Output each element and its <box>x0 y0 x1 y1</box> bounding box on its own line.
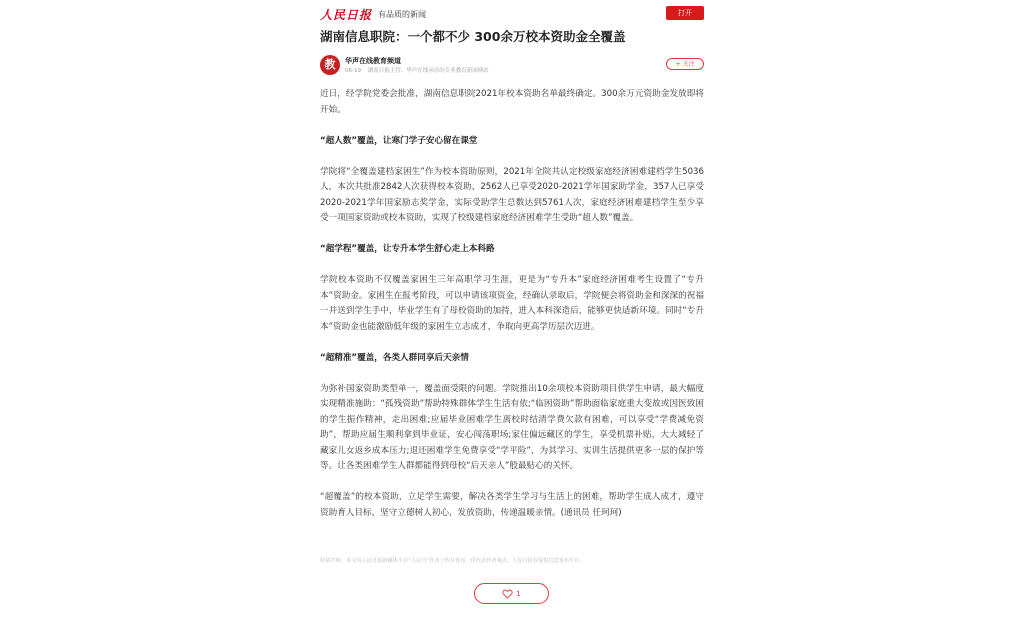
brand[interactable] <box>320 6 426 22</box>
like-button[interactable] <box>474 583 549 604</box>
author-description: 湖南日报主管、华声在线承办的专业教育新闻网站 <box>367 68 489 74</box>
section-heading: “超学程”覆盖，让专升本学生舒心走上本科路 <box>320 244 495 254</box>
author-name[interactable]: 华声在线教育频道 <box>345 57 401 65</box>
author-bar <box>320 55 704 75</box>
heart-icon <box>502 589 513 599</box>
section-heading: “超人数”覆盖，让寒门学子安心留在课堂 <box>320 135 478 146</box>
paragraph: 为弥补国家资助类型单一，覆盖面受限的问题。学院推出10余项校本资助项目供学生申请，最大幅度实现精准施助：“孤残资助”帮助特殊群体学生生活有依;“临困资助”帮助面临家庭重大变故或因医致困的学生振作精神，走出困难;应届毕业困难学生离校时结清学费欠款有困难，可以享受“学费减免资助”，帮助应届生顺利拿到毕业证，安心闯荡职场;家住偏远藏区的学生，享受机票补贴，大大减轻了藏家儿女返乡成本压力;退还困难学生免费享受“学平险”，为其学习、实训生活提供更多一层的保护等等。让各类困难学生人群都能得到母校“后天亲人”般最贴心的关怀。 <box>320 383 704 471</box>
open-app-button[interactable]: 打开 <box>666 6 704 20</box>
article-title: 湖南信息职院：一个都不少 300余万校本资助金全覆盖 <box>320 29 626 44</box>
disclaimer: 特别声明：本文为人民日报新媒体平台“人民号”作者上传并发布，仅代表作者观点。人民日报仅提供信息发布平台。 <box>320 558 585 564</box>
paragraph: “超覆盖”的校本资助，立足学生需要，解决各类学生学习与生活上的困难，帮助学生成人成才，遵守资助育人目标，坚守立德树人初心，发放资助，传递温暖亲情。(通讯员 任珂珂) <box>320 492 704 518</box>
paragraph: 近日，经学院党委会批准，湖南信息职院2021年校本资助名单最终确定。300余万元资助金发放即将开始。 <box>320 89 704 115</box>
publish-date: 06-19 <box>345 68 361 74</box>
author-meta <box>345 66 494 74</box>
follow-button[interactable]: + 关注 <box>666 58 704 70</box>
top-bar <box>320 6 704 22</box>
article-body <box>320 87 704 521</box>
paragraph: 学院将“全覆盖建档家困生”作为校本资助原则，2021年全院共认定校级家庭经济困难建档学生5036人，本次共批准2842人次获得校本资助，2562人已享受2020-2021学年国家助学金，357人已享受2020-2021学年国家励志奖学金，实际受助学生总数达到5761人次，家庭经济困难建档学生至少享受一项国家资助或校本资助，实现了校级建档家庭经济困难学生受助“超人数”覆盖。 <box>320 166 704 223</box>
brand-slogan: 有品质的新闻 <box>378 9 427 19</box>
section-heading: “超精准”覆盖，各类人群同享后天亲情 <box>320 352 469 363</box>
like-count: 1 <box>516 589 521 598</box>
author-avatar[interactable]: 教 <box>320 55 340 75</box>
paragraph: 学院校本资助不仅覆盖家困生三年高职学习生涯，更是为“专升本”家庭经济困难考生设置了“专升本”资助金。家困生在报考阶段，可以申请该项资金，经确认录取后，学院便会将资助金和深深的祝福一并送到学生手中，毕业学生有了母校资助的加持，进入本科深造后，能够更快适新环境。同时“专升本”资助金也能激励低年级的家困生立志成才，争取向更高学历层次迈进。 <box>320 275 704 332</box>
people-daily-logo: 人民日报 <box>320 7 373 22</box>
